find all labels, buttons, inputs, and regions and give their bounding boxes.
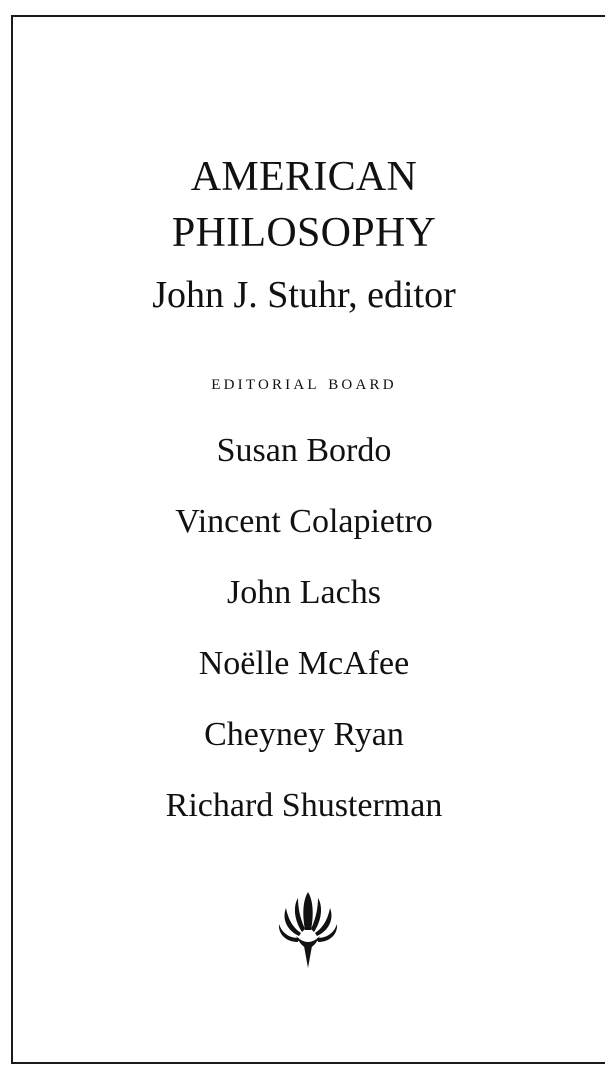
board-member: John Lachs — [227, 574, 381, 611]
board-member: Susan Bordo — [216, 432, 392, 469]
series-title-line-1: AMERICAN — [190, 154, 418, 200]
palmette-fan-ornament-icon — [276, 890, 340, 974]
board-member: Vincent Colapietro — [175, 503, 433, 540]
board-member: Cheyney Ryan — [204, 716, 404, 753]
editorial-board-heading: editorial board — [211, 370, 397, 394]
board-member: Noëlle McAfee — [198, 645, 410, 682]
series-editor: John J. Stuhr, editor — [152, 274, 456, 316]
series-title-line-2: PHILOSOPHY — [171, 210, 437, 256]
board-member: Richard Shusterman — [165, 787, 443, 824]
